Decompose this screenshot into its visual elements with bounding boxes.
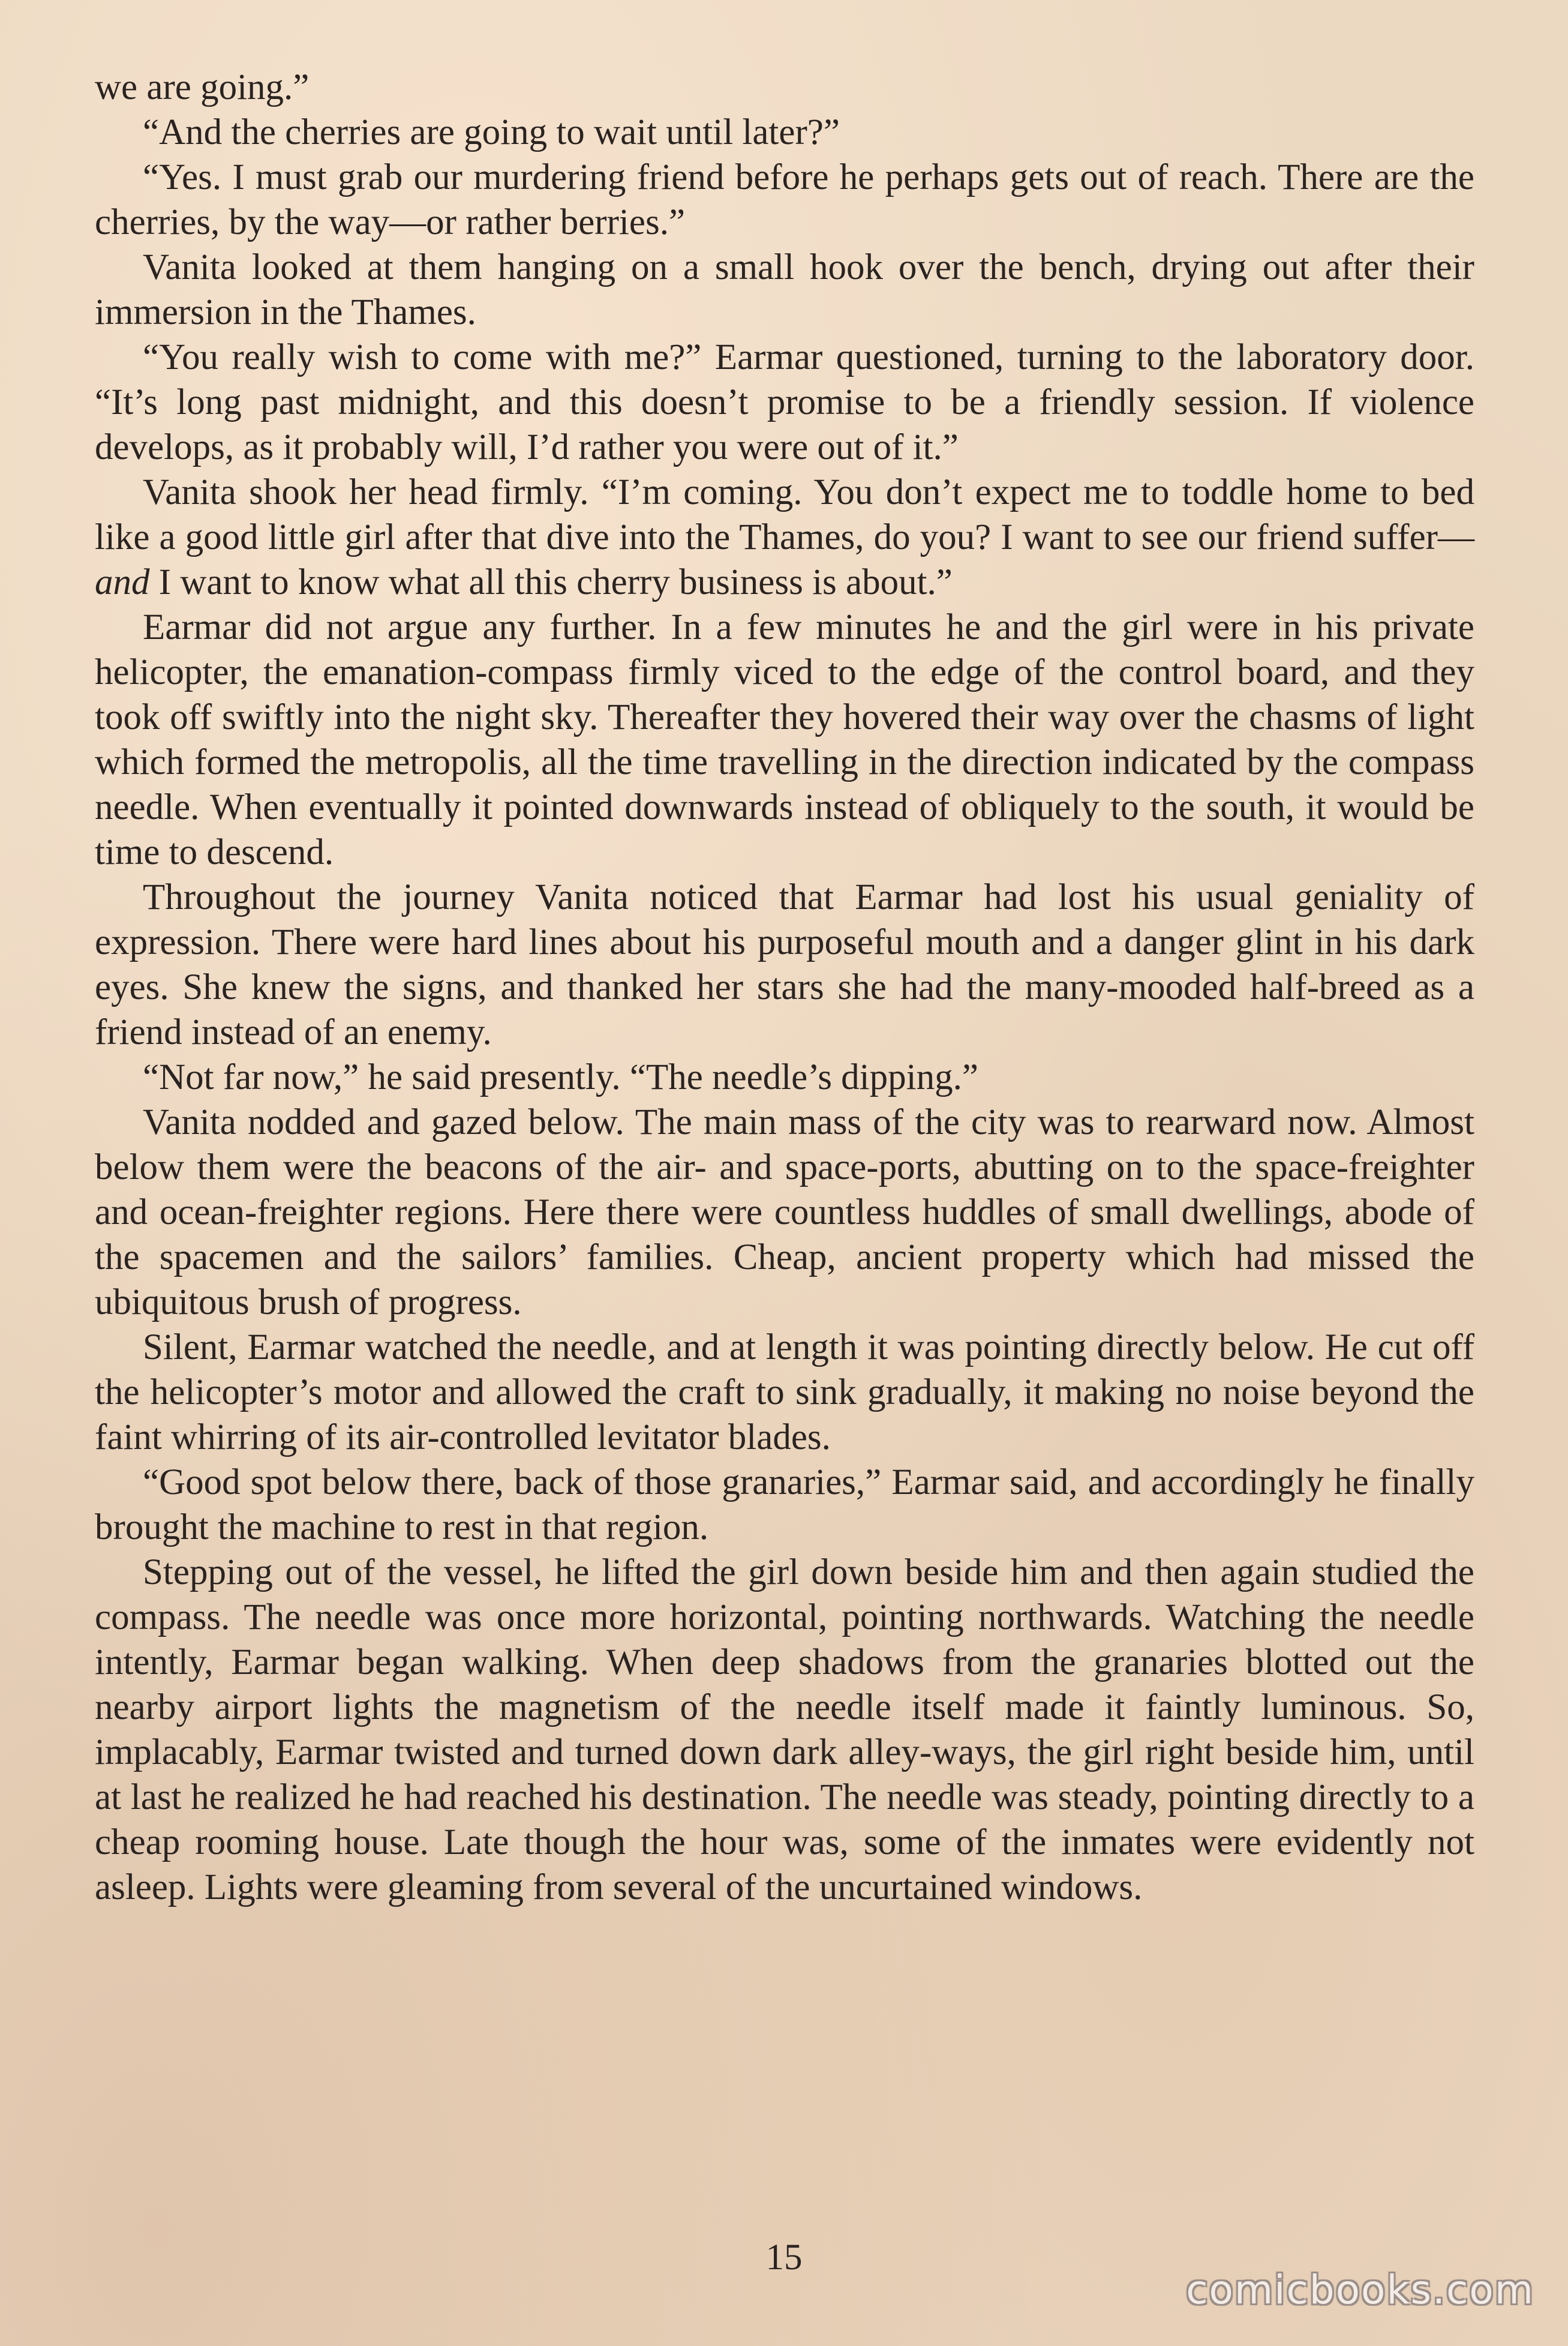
- paragraph: Stepping out of the vessel, he lifted the girl down beside him and then again studied the compass. The needle was once more horizontal, pointing northwards. Watching the needle intently, Earmar began walking. When deep shadows from the granaries blotted out the nearby airport lights the magnetism of the needle itself made it faintly luminous. So, implacably, Earmar twisted and turned down dark alley-ways, the girl right beside him, until at last he realized he had reached his destination. The needle was steady, pointing directly to a cheap rooming house. Late though the hour was, some of the inmates were evidently not asleep. Lights were gleaming from several of the uncurtained windows.: [95, 1552, 1474, 1907]
- watermark: comicbooks.com: [1186, 2267, 1534, 2313]
- paragraph: “Good spot below there, back of those granaries,” Earmar said, and accordingly he finally brought the machine to rest in that region.: [95, 1462, 1474, 1547]
- page-number: 15: [765, 2237, 803, 2278]
- paragraph: Vanita looked at them hanging on a small hook over the bench, drying out after their immersion in the Thames.: [95, 247, 1474, 332]
- paragraph: Vanita nodded and gazed below. The main mass of the city was to rearward now. Almost below them were the beacons of the air- and space-ports, abutting on to the space-freighter and ocean-freighter regions. Here there were countless huddles of small dwellings, abode of the spacemen and the sailors’ families. Cheap, ancient property which had missed the ubiquitous brush of progress.: [95, 1102, 1474, 1322]
- paragraph-text: Vanita shook her head firmly. “I’m coming. You don’t expect me to toddle home to bed like a good little girl after that dive into the Thames, do you? I want to see our friend suffer—: [95, 472, 1474, 557]
- paragraph: “You really wish to come with me?” Earmar questioned, turning to the laboratory door. “It’s long past midnight, and this doesn’t promise to be a friendly session. If violence develops, as it probably will, I’d rather you were out of it.”: [95, 337, 1474, 467]
- paragraph: Earmar did not argue any further. In a few minutes he and the girl were in his private helicopter, the emanation-compass firmly viced to the edge of the control board, and they took off swiftly into the night sky. Thereafter they hovered their way over the chasms of light which formed the metropolis, all the time travelling in the direction indicated by the compass needle. When eventually it pointed downwards instead of obliquely to the south, it would be time to descend.: [95, 607, 1474, 872]
- paragraph: Silent, Earmar watched the needle, and at length it was pointing directly below. He cut off the helicopter’s motor and allowed the craft to sink gradually, it making no noise beyond the faint whirring of its air-controlled levitator blades.: [95, 1327, 1474, 1457]
- paragraph: [95, 470, 1474, 605]
- paragraph: “Not far now,” he said presently. “The needle’s dipping.”: [143, 1057, 978, 1097]
- paragraph-text: I want to know what all this cherry business is about.”: [149, 562, 953, 602]
- paragraph: “Yes. I must grab our murdering friend before he perhaps gets out of reach. There are the cherries, by the way—or rather berries.”: [95, 157, 1474, 242]
- paragraph: “And the cherries are going to wait until later?”: [143, 112, 840, 152]
- paragraph: we are going.”: [95, 67, 310, 107]
- emphasized-word: and: [95, 562, 150, 602]
- page-body-text: [95, 65, 1474, 1910]
- paragraph: Throughout the journey Vanita noticed that Earmar had lost his usual geniality of expression. There were hard lines about his purposeful mouth and a danger glint in his dark eyes. She knew the signs, and thanked her stars she had the many-mooded half-breed as a friend instead of an enemy.: [95, 877, 1474, 1052]
